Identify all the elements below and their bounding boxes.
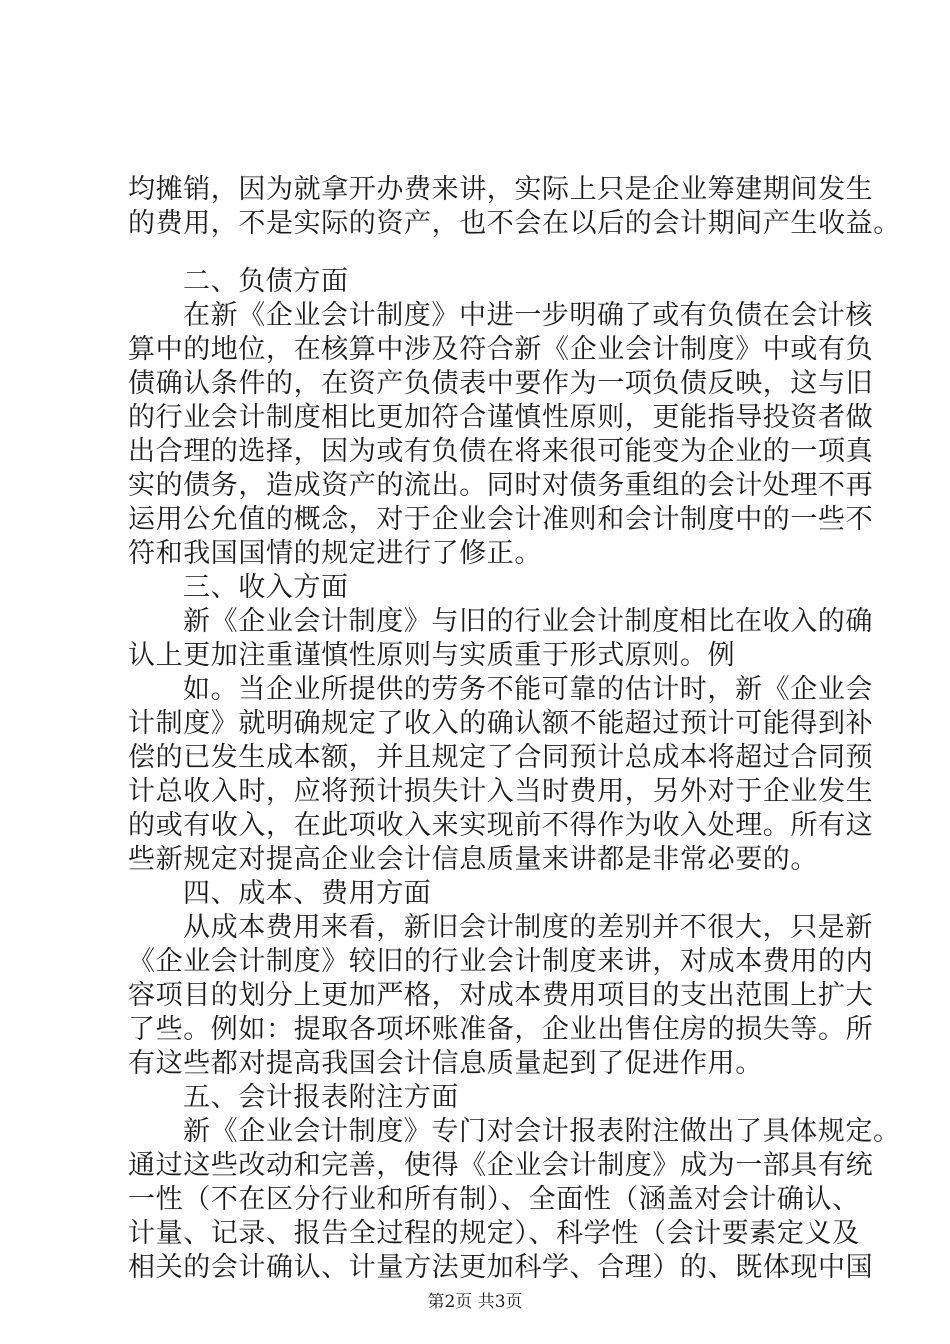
text-line: 算中的地位，在核算中涉及符合新《企业会计制度》中或有负: [128, 334, 874, 365]
page-number-footer: 第2页 共3页: [427, 1292, 523, 1312]
text-line: 的行业会计制度相比更加符合谨慎性原则，更能指导投资者做: [128, 402, 874, 433]
text-line: 新《企业会计制度》与旧的行业会计制度相比在收入的确: [183, 606, 873, 637]
text-line: 偿的已发生成本额，并且规定了合同预计总成本将超过合同预: [128, 742, 874, 773]
section-heading: 四、成本、费用方面: [183, 878, 432, 909]
text-line: 通过这些改动和完善，使得《企业会计制度》成为一部具有统: [128, 1150, 874, 1181]
text-line: 在新《企业会计制度》中进一步明确了或有负债在会计核: [183, 300, 873, 331]
text-line: 了些。例如：提取各项坏账准备，企业出售住房的损失等。所: [128, 1014, 874, 1045]
text-line: 一性（不在区分行业和所有制）、全面性（涵盖对会计确认、: [128, 1184, 860, 1215]
text-line: 新《企业会计制度》专门对会计报表附注做出了具体规定。: [183, 1116, 901, 1147]
text-line: 从成本费用来看，新旧会计制度的差别并不很大，只是新: [183, 912, 873, 943]
text-line: 计制度》就明确规定了收入的确认额不能超过预计可能得到补: [128, 708, 874, 739]
text-line: 认上更加注重谨慎性原则与实质重于形式原则。例: [128, 640, 736, 671]
text-line: 债确认条件的，在资产负债表中要作为一项负债反映，这与旧: [128, 368, 874, 399]
text-line: 的费用，不是实际的资产，也不会在以后的会计期间产生收益。: [128, 208, 901, 239]
text-line: 容项目的划分上更加严格，对成本费用项目的支出范围上扩大: [128, 980, 874, 1011]
text-line: 的或有收入，在此项收入来实现前不得作为收入处理。所有这: [128, 810, 874, 841]
section-heading: 二、负债方面: [183, 266, 349, 297]
text-line: 些新规定对提高企业会计信息质量来讲都是非常必要的。: [128, 844, 818, 875]
text-line: 均摊销，因为就拿开办费来讲，实际上只是企业筹建期间发生: [128, 174, 874, 205]
section-heading: 三、收入方面: [183, 572, 349, 603]
text-line: 如。当企业所提供的劳务不能可靠的估计时，新《企业会: [183, 674, 873, 705]
text-line: 出合理的选择，因为或有负债在将来很可能变为企业的一项真: [128, 436, 874, 467]
text-line: 计量、记录、报告全过程的规定）、科学性（会计要素定义及: [128, 1218, 860, 1249]
text-line: 运用公允值的概念，对于企业会计准则和会计制度中的一些不: [128, 504, 874, 535]
text-line: 符和我国国情的规定进行了修正。: [128, 538, 542, 569]
text-line: 计总收入时，应将预计损失计入当时费用，另外对于企业发生: [128, 776, 874, 807]
text-line: 《企业会计制度》较旧的行业会计制度来讲，对成本费用的内: [128, 946, 874, 977]
text-line: 相关的会计确认、计量方法更加科学、合理）的、既体现中国: [128, 1252, 874, 1283]
text-line: 有这些都对提高我国会计信息质量起到了促进作用。: [128, 1048, 763, 1079]
text-line: 实的债务，造成资产的流出。同时对债务重组的会计处理不再: [128, 470, 874, 501]
section-heading: 五、会计报表附注方面: [183, 1082, 459, 1113]
